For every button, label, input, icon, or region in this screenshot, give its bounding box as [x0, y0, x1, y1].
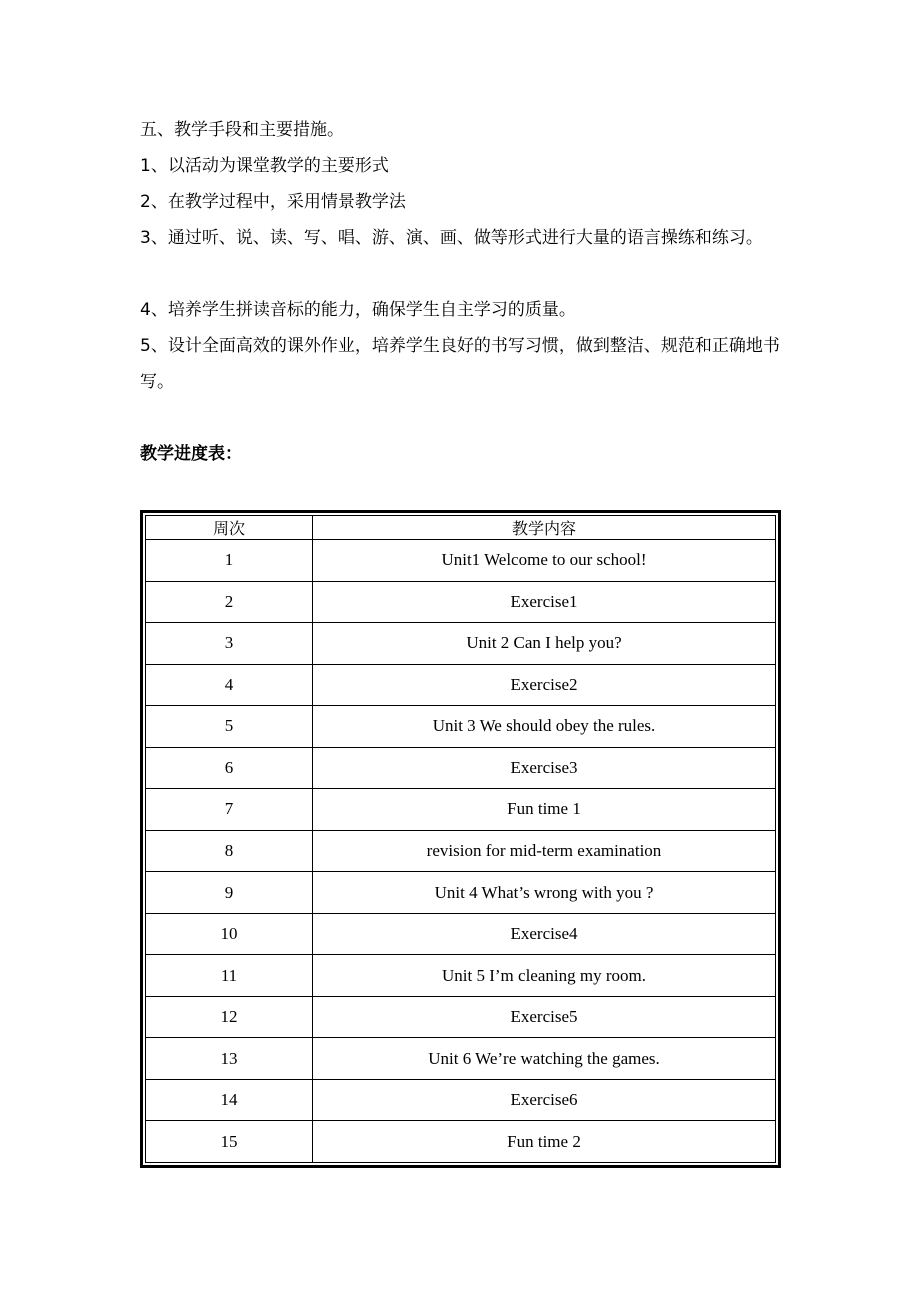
schedule-title: 教学进度表：	[140, 444, 242, 464]
content-cell: Exercise3	[313, 747, 776, 789]
content-cell: Unit 6 We’re watching the games.	[313, 1038, 776, 1080]
week-cell: 7	[146, 789, 313, 831]
week-cell: 3	[146, 623, 313, 665]
week-cell: 1	[146, 540, 313, 582]
content-cell: Unit1 Welcome to our school!	[313, 540, 776, 582]
content-cell: Exercise2	[313, 664, 776, 706]
measure-item-2: 2、在教学过程中，采用情景教学法	[140, 192, 406, 212]
header-content: 教学内容	[313, 516, 776, 540]
content-cell: Exercise6	[313, 1079, 776, 1121]
week-cell: 13	[146, 1038, 313, 1080]
table-row	[146, 623, 776, 665]
week-cell: 14	[146, 1079, 313, 1121]
content-cell: Unit 4 What’s wrong with you ?	[313, 872, 776, 914]
measure-item-1: 1、以活动为课堂教学的主要形式	[140, 156, 389, 176]
table-row	[146, 996, 776, 1038]
content-cell: Exercise1	[313, 581, 776, 623]
content-cell: Fun time 2	[313, 1121, 776, 1163]
table-row	[146, 830, 776, 872]
week-cell: 8	[146, 830, 313, 872]
content-cell: Unit 5 I’m cleaning my room.	[313, 955, 776, 997]
week-cell: 9	[146, 872, 313, 914]
week-cell: 5	[146, 706, 313, 748]
week-cell: 10	[146, 913, 313, 955]
content-cell: Exercise4	[313, 913, 776, 955]
measure-item-4: 4、培养学生拼读音标的能力，确保学生自主学习的质量。	[140, 300, 576, 320]
week-cell: 12	[146, 996, 313, 1038]
week-cell: 11	[146, 955, 313, 997]
content-cell: Unit 2 Can I help you?	[313, 623, 776, 665]
table-row	[146, 789, 776, 831]
table-row	[146, 913, 776, 955]
content-cell: Fun time 1	[313, 789, 776, 831]
content-cell: Unit 3 We should obey the rules.	[313, 706, 776, 748]
table-row	[146, 747, 776, 789]
table-row	[146, 706, 776, 748]
schedule-table-frame	[140, 510, 781, 1168]
content-cell: Exercise5	[313, 996, 776, 1038]
header-week: 周次	[146, 516, 313, 540]
table-row	[146, 581, 776, 623]
measure-item-5: 5、设计全面高效的课外作业，培养学生良好的书写习惯，做到整洁、规范和正确地书写。	[140, 336, 780, 392]
table-row	[146, 1038, 776, 1080]
week-cell: 15	[146, 1121, 313, 1163]
table-row	[146, 955, 776, 997]
schedule-table	[145, 515, 776, 1163]
table-row	[146, 664, 776, 706]
section-heading: 五、教学手段和主要措施。	[140, 120, 344, 140]
week-cell: 4	[146, 664, 313, 706]
content-cell: revision for mid-term examination	[313, 830, 776, 872]
measure-item-3: 3、通过听、说、读、写、唱、游、演、画、做等形式进行大量的语言操练和练习。	[140, 228, 763, 248]
table-row	[146, 1079, 776, 1121]
table-row	[146, 872, 776, 914]
table-header-row	[146, 516, 776, 540]
week-cell: 6	[146, 747, 313, 789]
table-row	[146, 1121, 776, 1163]
week-cell: 2	[146, 581, 313, 623]
table-row	[146, 540, 776, 582]
